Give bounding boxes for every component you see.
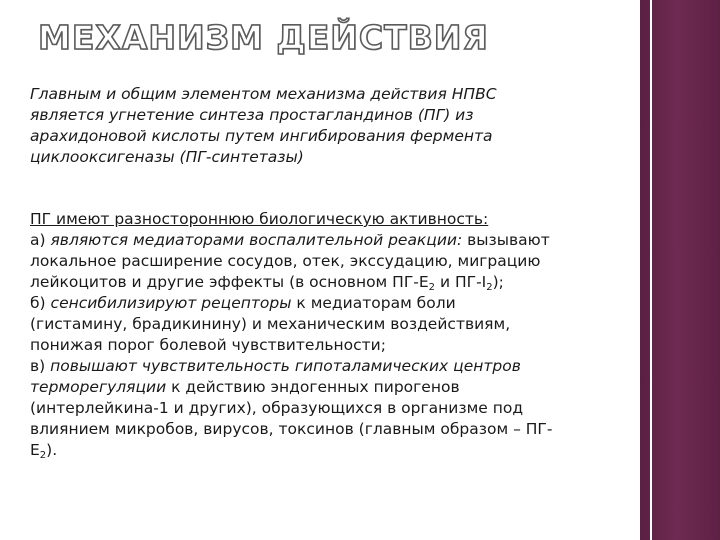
item-c-line: (интерлейкина-1 и других), образующихся в организме под [30, 399, 524, 417]
item-b-emphasis: сенсибилизируют рецепторы [50, 294, 292, 312]
side-decorative-line [650, 0, 652, 540]
item-c-line: влиянием микробов, вирусов, токсинов (главным образом – ПГ- [30, 420, 553, 438]
item-b-marker: б) [30, 294, 46, 312]
body-paragraph [30, 209, 630, 461]
intro-paragraph [30, 84, 620, 168]
item-a-line [30, 272, 630, 293]
item-b-text: к медиаторам боли [296, 294, 456, 312]
item-a-marker: а) [30, 231, 46, 249]
subscript: 2 [39, 450, 47, 461]
side-decorative-band [640, 0, 720, 540]
item-b-line: (гистамину, брадикинину) и механическим воздействиям, [30, 315, 511, 333]
body-heading: ПГ имеют разностороннюю биологическую активность: [30, 210, 489, 228]
item-c-line [30, 356, 630, 377]
item-a-emphasis: являются медиаторами воспалительной реакции: [50, 231, 463, 249]
item-c-marker: в) [30, 357, 46, 375]
item-a-line [30, 230, 630, 251]
item-b-line: понижая порог болевой чувствительности; [30, 336, 386, 354]
item-c-line [30, 440, 630, 461]
item-c-line [30, 377, 630, 398]
intro-line: арахидоновой кислоты путем ингибирования фермента [30, 127, 493, 145]
intro-line: циклооксигеназы (ПГ-синтетазы) [30, 148, 304, 166]
item-c-text: к действию эндогенных пирогенов [171, 378, 460, 396]
item-a-text: лейкоцитов и другие эффекты (в основном ПГ-E [30, 273, 429, 291]
subscript: 2 [428, 282, 436, 293]
item-a-line: локальное расширение сосудов, отек, экссудацию, миграцию [30, 252, 541, 270]
item-a-text: вызывают [467, 231, 550, 249]
subscript: 2 [486, 282, 493, 293]
intro-line: Главным и общим элементом механизма действия НПВС [30, 85, 497, 103]
item-c-emphasis: терморегуляции [30, 378, 167, 396]
intro-line: является угнетение синтеза простагландинов (ПГ) из [30, 106, 474, 124]
item-a-text: ); [492, 273, 504, 291]
item-c-text: ). [46, 441, 58, 459]
item-a-text: и ПГ-I [435, 273, 487, 291]
item-c-text: E [30, 441, 40, 459]
page-title: МЕХАНИЗМ ДЕЙСТВИЯ [38, 18, 489, 57]
item-c-emphasis: повышают чувствительность гипоталамических центров [50, 357, 521, 375]
item-b-line [30, 293, 630, 314]
